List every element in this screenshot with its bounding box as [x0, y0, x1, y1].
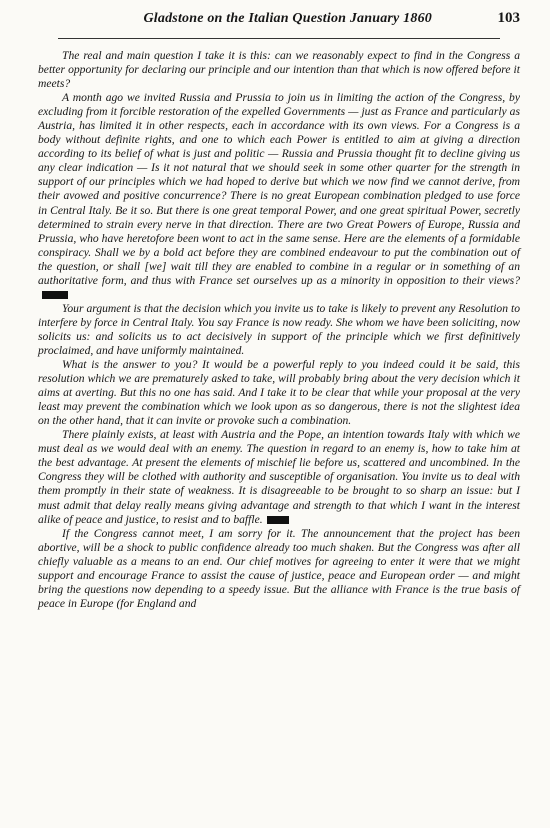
running-title: Gladstone on the Italian Question January 1860 — [143, 11, 432, 26]
paragraph — [38, 358, 520, 428]
paragraph-text: What is the answer to you? It would be a powerful reply to you indeed could it be said, this resolution which we are prematurely asked to take, will probably bring about the very decision which it aims at averting. But this no one has said. And I take it to be clear that while your proposal at the very least may prevent the combination which we look upon as so dangerous, there is not the slightest idea on the other hand, that it can invite or provoke such a combination. — [38, 358, 520, 428]
paragraph-text: A month ago we invited Russia and Prussia to join us in limiting the action of the Congress, by excluding from it forcible restoration of the expelled Governments — just as France and particularly as Austria, has limited it in other respects, each in accordance with its own views. For a Congress is a body without definite rights, and one to which each Power is entitled to aim at giving a direction according to its belief of what is just and politic — Russia and Prussia thought fit to decline giving us any clear indication — Is it not natural that we should seek in some other quarter for the strength in support of our principles which we had hoped to derive but which we now find we cannot derive, from their avowed and positive concurrence? There is no great European combination pledged to use force in Central Italy. Be it so. But there is one great temporal Power, and one great spiritual Power, secretly determined to strain every nerve in that direction. There are two Great Powers of Europe, Russia and Prussia, who have heretofore been wont to act in the same sense. Here are the elements of a formidable conspiracy. Shall we by a bold act before they are combined endeavour to put the combination out of the question, or shall [we] wait till they are enabled to combine in a regular or in something of an authoritative form, and thus with France set ourselves up as a minority in opposition to their views? — [38, 91, 520, 287]
paragraph — [38, 302, 520, 358]
redaction-mark — [42, 291, 68, 299]
paragraph-text: There plainly exists, at least with Austria and the Pope, an intention towards Italy with which we must deal as we would deal with an enemy. The question in regard to an enemy is, how to take him at the best advantage. At present the elements of mischief lie before us, scattered and uncombined. In the Congress they will be clothed with authority and susceptible of organisation. You invite us to deal with them promptly in their state of weakness. It is disagreeable to be brought to so sharp an issue: but I must admit that delay really means giving advantage and strength to that which I want in the interest alike of peace and justice, to resist and to baffle. — [38, 428, 520, 526]
paragraph-text: Your argument is that the decision which you invite us to take is likely to prevent any Resolution to interfere by force in Central Italy. You say France is now ready. She whom we have been soliciting, now solicits us: and solicits us to act decisively in support of the principle which we first definitively proclaimed, and have uniformly maintained. — [38, 301, 520, 357]
letter-body — [38, 49, 520, 611]
paragraph — [38, 428, 520, 526]
header-rule — [58, 38, 500, 39]
paragraph — [38, 49, 520, 91]
paragraph — [38, 527, 520, 611]
paragraph — [38, 91, 520, 302]
paragraph-text: If the Congress cannot meet, I am sorry for it. The announcement that the project has been abortive, will be a shock to public confidence already too much shaken. But the Congress was after all chiefly valuable as a means to an end. Our chief motives for agreeing to enter it were that we might support and encourage France to assist the cause of justice, peace and European order — and might bring the questions now depending to a speedy issue. But the alliance with France is the true basis of peace in Europe (for England and — [38, 526, 520, 610]
page-header — [38, 10, 520, 32]
redaction-mark — [267, 516, 289, 524]
page-number: 103 — [497, 10, 520, 26]
paragraph-text: The real and main question I take it is this: can we reasonably expect to find in the Congress a better opportunity for declaring our principle and our intention than that which is now offered before it meets? — [38, 49, 520, 91]
